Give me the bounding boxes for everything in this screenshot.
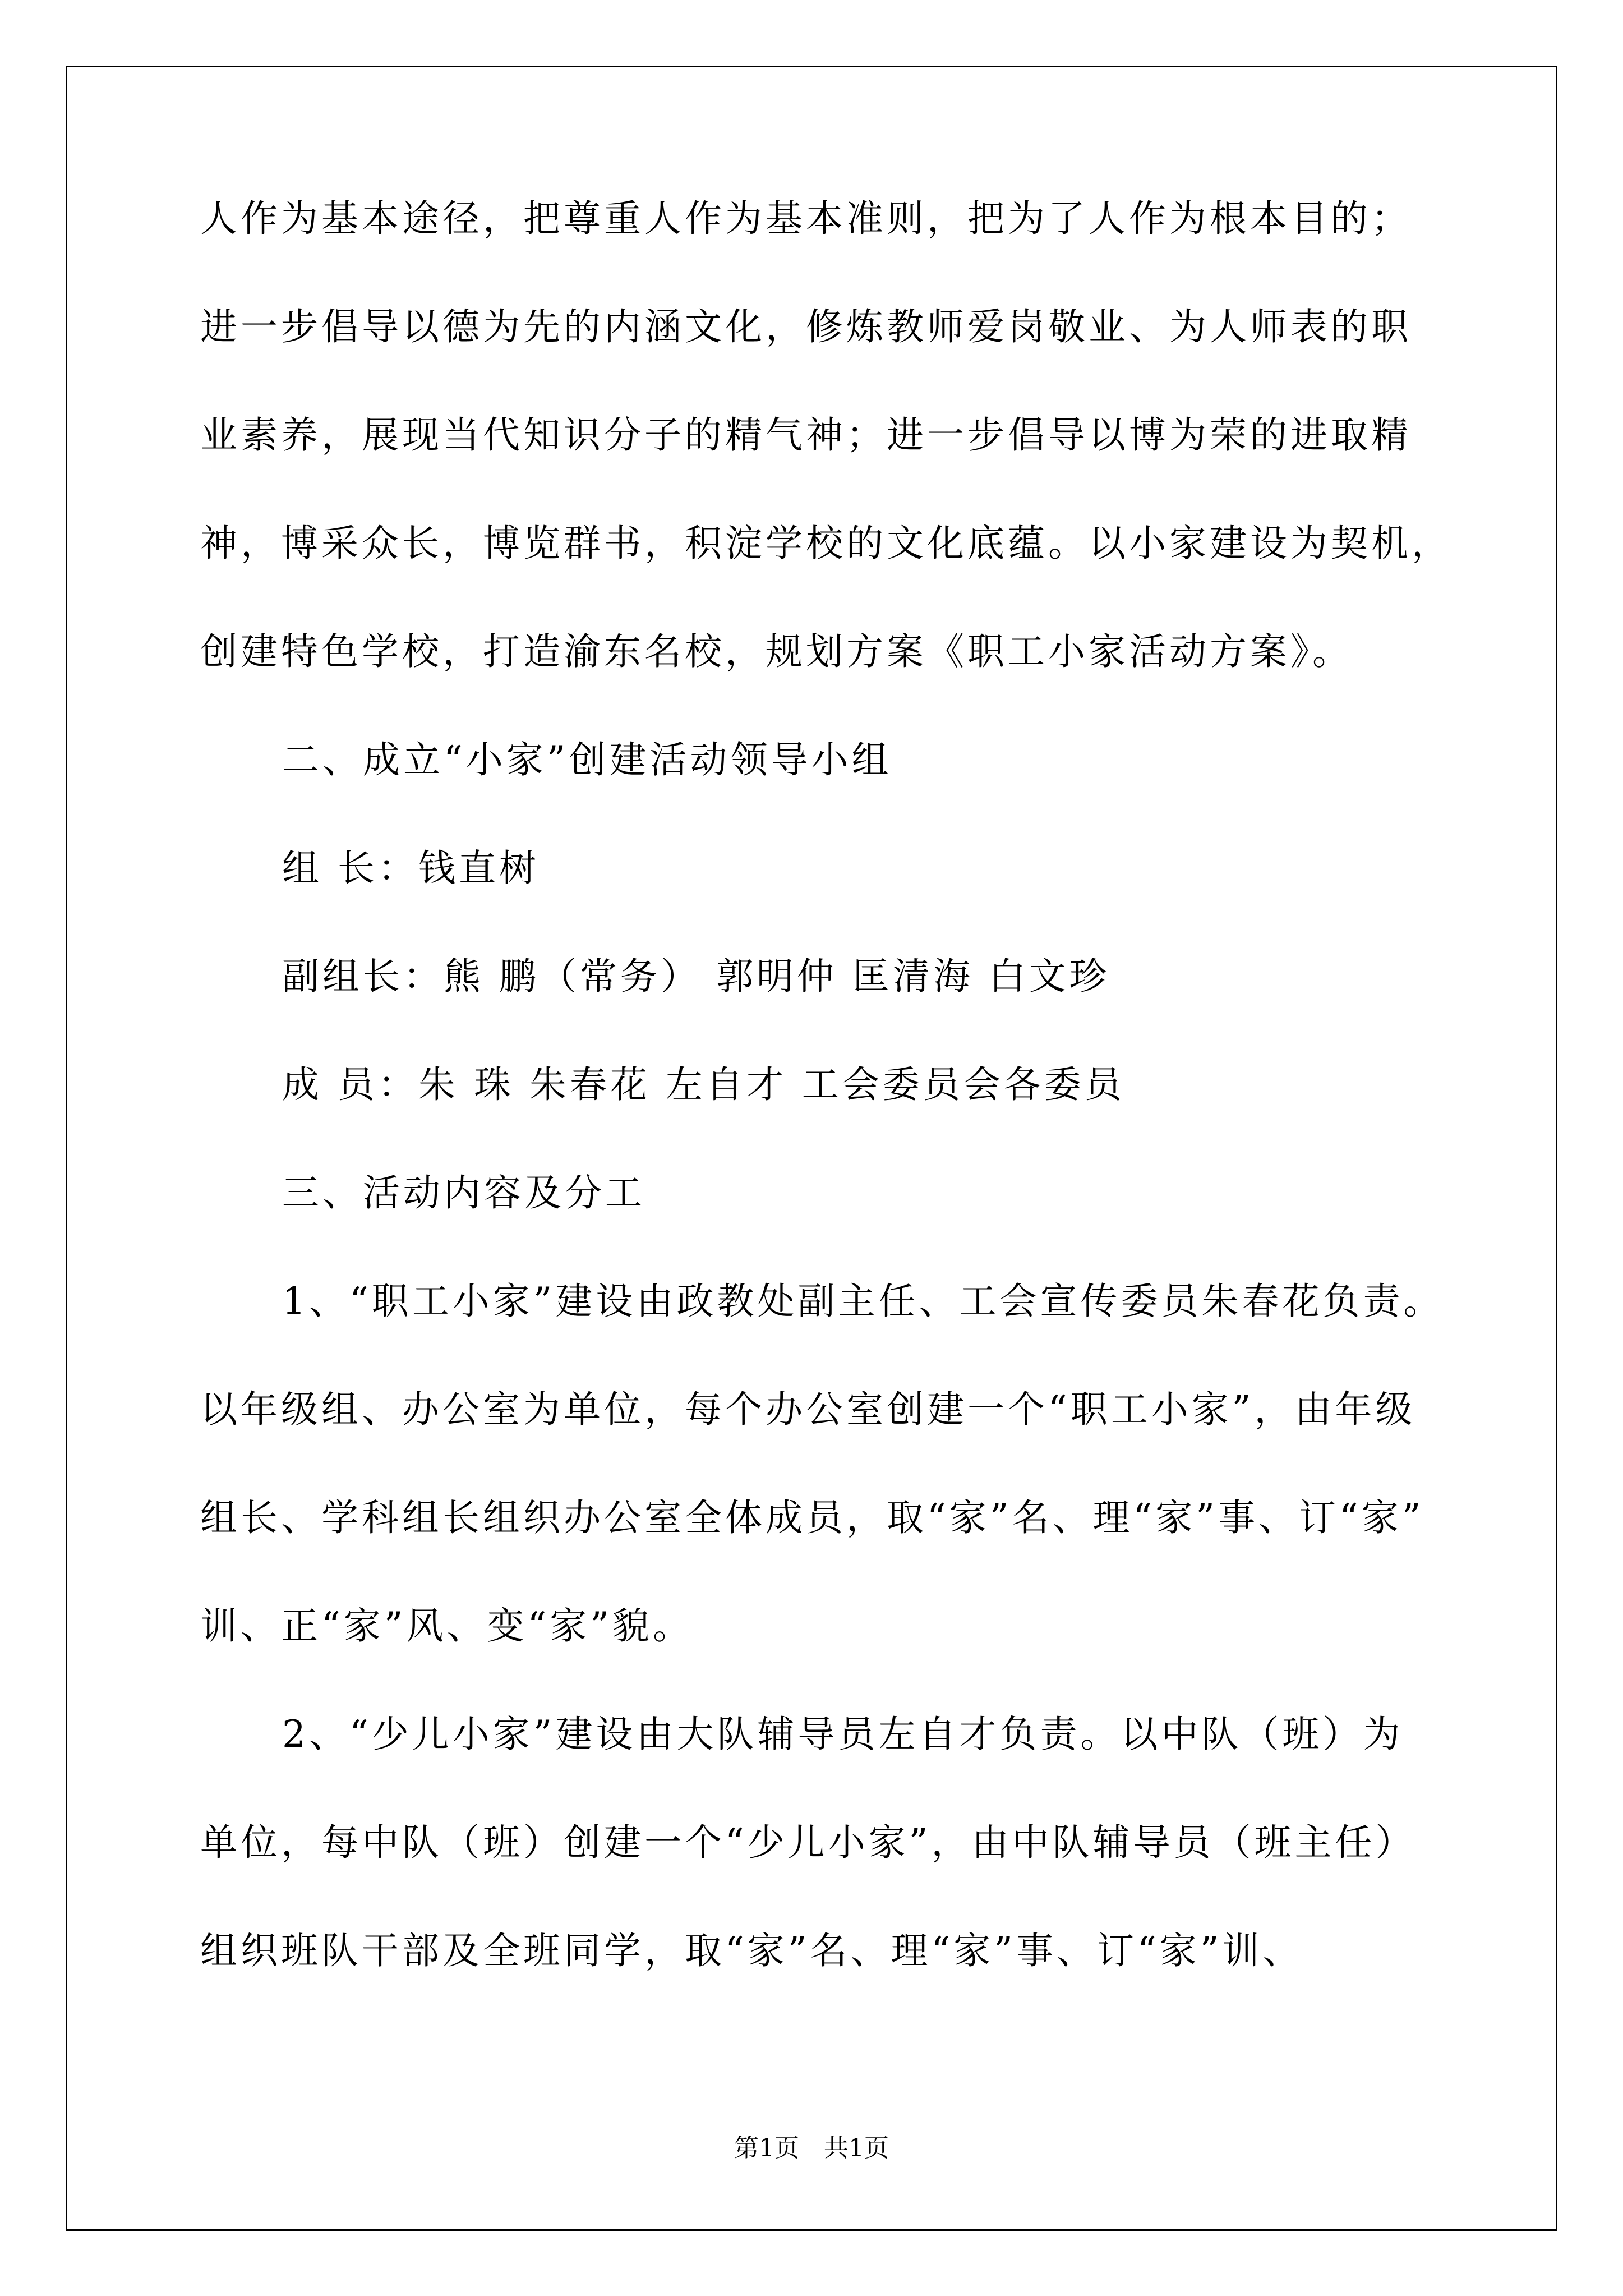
text-line-15: 2、“少儿小家”建设由大队辅导员左自才负责。以中队（班）为 <box>282 1713 1404 1756</box>
deputy-leader-line: 副组长：熊 鹏（常务） 郭明仲 匡清海 白文珍 <box>282 955 1110 998</box>
page-footer: 第1页 共1页 <box>734 2134 889 2162</box>
text-line-5: 创建特色学校，打造渝东名校，规划方案《职工小家活动方案》。 <box>200 630 1353 673</box>
text-line-1: 人作为基本途径，把尊重人作为基本准则，把为了人作为根本目的； <box>200 197 1412 240</box>
text-line-14: 训、正“家”风、变“家”貌。 <box>200 1604 693 1648</box>
text-line-2: 进一步倡导以德为先的内涵文化，修炼教师爱岗敬业、为人师表的职 <box>200 305 1412 348</box>
text-line-13: 组长、学科组长组织办公室全体成员，取“家”名、理“家”事、订“家” <box>200 1496 1424 1539</box>
leader-line: 组 长：钱直树 <box>282 846 540 890</box>
text-line-16: 单位，每中队（班）创建一个“少儿小家”，由中队辅导员（班主任） <box>200 1821 1416 1864</box>
text-line-11: 1、“职工小家”建设由政教处副主任、工会宣传委员朱春花负责。 <box>282 1280 1444 1323</box>
page-border <box>66 66 1557 2231</box>
text-line-12: 以年级组、办公室为单位，每个办公室创建一个“职工小家”，由年级 <box>200 1388 1416 1431</box>
members-line: 成 员：朱 珠 朱春花 左自才 工会委员会各委员 <box>282 1063 1125 1106</box>
text-line-3: 业素养，展现当代知识分子的精气神；进一步倡导以博为荣的进取精 <box>200 413 1412 457</box>
text-line-4: 神，博采众长，博览群书，积淀学校的文化底蕴。以小家建设为契机， <box>200 522 1452 565</box>
section-heading-2: 二、成立“小家”创建活动领导小组 <box>282 738 892 781</box>
text-line-17: 组织班队干部及全班同学，取“家”名、理“家”事、订“家”训、 <box>200 1929 1303 1972</box>
section-heading-3: 三、活动内容及分工 <box>282 1171 645 1214</box>
